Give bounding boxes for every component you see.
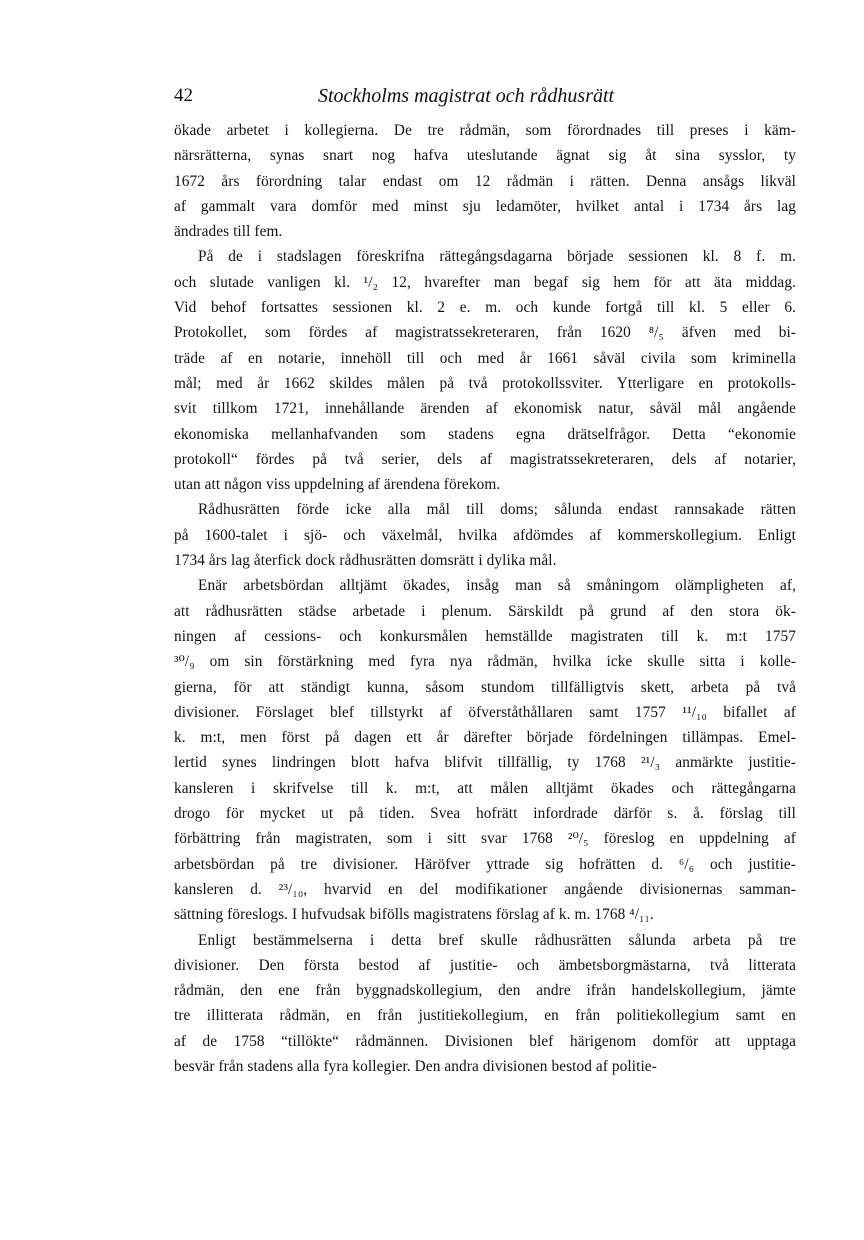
paragraph (174, 118, 796, 244)
text-line: 1734 års lag återfick dock rådhusrätten domsrätt i dylika mål. (174, 552, 557, 570)
text-line: 1672 års förordning talar endast om 12 rådmän i rätten. Denna ansågs likväl (174, 172, 796, 190)
text-line: Enligt bestämmelserna i detta bref skulle rådhusrätten sålunda arbeta på tre (198, 931, 796, 949)
paragraph (174, 573, 796, 927)
text-line: rådmän, den ene från byggnadskollegium, den andre ifrån handelskollegium, jämte (174, 982, 796, 1000)
text-line: förbättring från magistraten, som i sitt svar 1768 ²⁰/₅ föreslog en uppdelning af (174, 830, 796, 848)
text-line: ekonomiska mellanhafvanden som stadens egna drätselfrågor. Detta “ekonomie (174, 425, 796, 443)
text-line: svit tillkom 1721, innehållande ärenden af ekonomisk natur, såväl mål angående (174, 400, 796, 418)
text-line: ³⁰/₉ om sin förstärkning med fyra nya rådmän, hvilka icke skulle sitta i kolle- (174, 653, 796, 671)
text-line: af de 1758 “tillökte“ rådmännen. Divisionen blef härigenom domför att upptaga (174, 1032, 796, 1050)
text-line: af gammalt vara domför med minst sju ledamöter, hvilket antal i 1734 års lag (174, 197, 796, 215)
text-line: utan att någon viss uppdelning af ärendena förekom. (174, 476, 501, 494)
text-line: ningen af cessions- och konkursmålen hemställde magistraten till k. m:t 1757 (174, 627, 796, 645)
text-line: träde af en notarie, innehöll till och med år 1661 såväl civila som kriminella (174, 349, 796, 367)
body-text (174, 118, 796, 1079)
text-line: gierna, för att ständigt kunna, såsom stundom tillfälligtvis skett, arbeta på två (174, 678, 796, 696)
text-line: k. m:t, men först på dagen ett år därefter började fördelningen tillämpas. Emel- (174, 729, 796, 747)
page-header (174, 85, 696, 115)
text-line: kansleren d. ²³/₁₀, hvarvid en del modifikationer angående divisionernas samman- (174, 880, 796, 898)
text-line: och slutade vanligen kl. ¹/₂ 12, hvarefter man begaf sig hem för att äta middag. (174, 273, 796, 291)
text-line: ökade arbetet i kollegierna. De tre rådmän, som förordnades till preses i käm- (174, 122, 796, 139)
page-number: 42 (174, 85, 193, 106)
paragraph (174, 244, 796, 497)
text-line: protokoll“ fördes på två serier, dels af magistratssekreteraren, dels af notarier, (174, 450, 796, 468)
text-line: kansleren i skrifvelse till k. m:t, att målen alltjämt ökades och rättegångarna (174, 779, 796, 797)
text-line: arbetsbördan på tre divisioner. Häröfver yttrade sig hofrätten d. ⁶/₆ och justitie- (174, 855, 796, 873)
text-line: Rådhusrätten förde icke alla mål till doms; sålunda endast rannsakade rätten (198, 501, 796, 519)
text-line: Vid behof fortsattes sessionen kl. 2 e. m. och kunde fortgå till kl. 5 eller 6. (174, 299, 796, 317)
text-line: tre illitterata rådmän, en från justitiekollegium, en från politiekollegium samt en (174, 1007, 796, 1025)
text-line: divisioner. Förslaget blef tillstyrkt af öfverståthållaren samt 1757 ¹¹/₁₀ bifallet af (174, 703, 796, 721)
text-line: mål; med år 1662 skildes målen på två protokollssviter. Ytterligare en protokolls- (174, 374, 796, 392)
text-line: på 1600-talet i sjö- och växelmål, hvilka afdömdes af kommerskollegium. Enligt (174, 526, 796, 544)
text-line: Enär arbetsbördan alltjämt ökades, insåg man så småningom olämpligheten af, (198, 577, 796, 595)
text-line: divisioner. Den första bestod af justitie- och ämbetsborgmästarna, två litterata (174, 956, 796, 974)
text-line: sättning föreslogs. I hufvudsak bifölls magistratens förslag af k. m. 1768 ⁴/₁₁. (174, 906, 654, 924)
text-line: På de i stadslagen föreskrifna rättegångsdagarna började sessionen kl. 8 f. m. (198, 248, 796, 266)
paragraph (174, 497, 796, 573)
text-line: Protokollet, som fördes af magistratssekreteraren, från 1620 ⁸/₅ äfven med bi- (174, 324, 796, 342)
text-line: närsrätterna, synas snart nog hafva uteslutande ägnat sig åt sina sysslor, ty (174, 147, 796, 165)
text-line: drogo för mycket ut på tiden. Svea hofrätt infordrade därför s. å. förslag till (174, 805, 796, 823)
paragraph (174, 928, 796, 1080)
text-line: besvär från stadens alla fyra kollegier. Den andra divisionen bestod af politie- (174, 1057, 657, 1075)
text-line: lertid synes lindringen blott hafva blifvit tillfällig, ty 1768 ²¹/₃ anmärkte justitie- (174, 754, 796, 772)
text-line: ändrades till fem. (174, 223, 283, 241)
text-line: att rådhusrätten städse arbetade i plenum. Särskildt på grund af den stora ök- (174, 602, 796, 620)
running-title: Stockholms magistrat och rådhusrätt (318, 85, 615, 107)
